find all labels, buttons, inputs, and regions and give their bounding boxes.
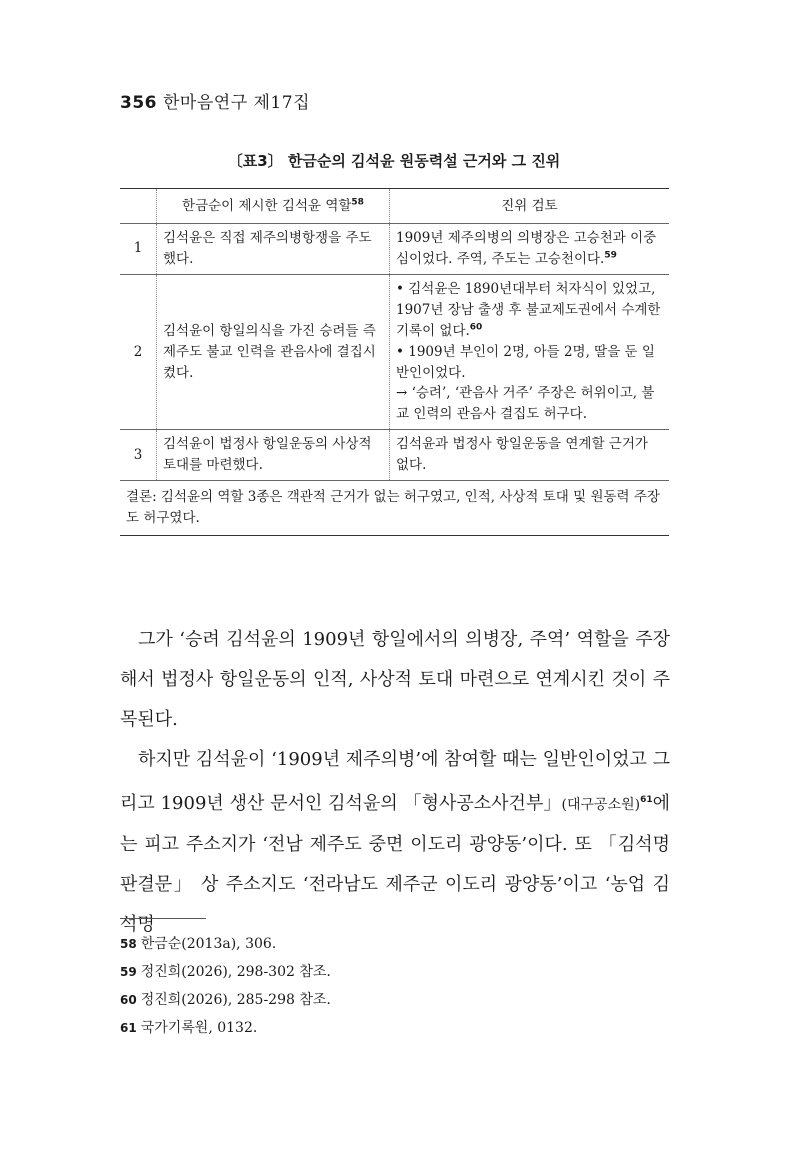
table-row [120, 274, 669, 429]
paragraph-text: 하지만 김석윤이 ‘1909년 제주의병’에 참여할 때는 일반인이었고 그리고 1909년 생산 문서인 김석윤의 「형사공소사건부」 [120, 749, 671, 814]
footnote-ref: 59 [604, 250, 617, 261]
review-cell: 김석윤과 법정사 항일운동을 연계할 근거가 없다. [390, 430, 670, 481]
footnotes [120, 930, 670, 1042]
header-claim-label: 한금순이 제시한 김석윤 역할 [182, 197, 352, 214]
running-header [120, 88, 310, 113]
footnote-ref: 61 [640, 795, 653, 805]
paragraph-text: 에는 피고 주소지가 ‘전남 제주도 중면 이도리 광양동’이다. 또 「김석명 판결문」 상 주소지도 ‘전라남도 제주군 이도리 광양동’이고 ‘농업 김석명 [120, 793, 670, 935]
footnote-ref: 60 [469, 322, 483, 333]
footnote-divider [120, 918, 206, 919]
review-cell [390, 274, 670, 429]
claim-cell: 김석윤이 법정사 항일운동의 사상적 토대를 마련했다. [157, 430, 390, 481]
row-number: 3 [120, 430, 157, 481]
footnote-text: 한금순(2013a), 306. [140, 936, 277, 952]
row-number: 1 [120, 224, 157, 275]
review-bullet [396, 279, 663, 342]
table-header-row [120, 189, 669, 224]
footnote-number: 60 [120, 993, 137, 1007]
footnote [120, 930, 670, 958]
paragraph [120, 740, 670, 945]
footnote-number: 61 [120, 1021, 137, 1035]
claim-cell: 김석윤이 항일의식을 가진 승려들 즉 제주도 불교 인력을 관음사에 결집시켰다. [157, 274, 390, 429]
evidence-table [120, 188, 669, 536]
footnote-text: 국가기록원, 0132. [140, 1020, 258, 1036]
table-conclusion-row [120, 481, 669, 536]
footnote-number: 59 [120, 965, 137, 979]
review-cell [390, 224, 670, 275]
conclusion-cell: 결론: 김석윤의 역할 3종은 객관적 근거가 없는 허구였고, 인적, 사상적 토대 및 원동력 주장도 허구였다. [120, 481, 669, 536]
table-row [120, 430, 669, 481]
row-number: 2 [120, 274, 157, 429]
review-bullet: • 1909년 부인이 2명, 아들 2명, 딸을 둔 일반인이었다. [396, 343, 655, 381]
journal-title: 한마음연구 제17집 [163, 93, 310, 113]
paragraph: 그가 ‘승려 김석윤의 1909년 항일에서의 의병장, 주역’ 역할을 주장해서 법정사 항일운동의 인적, 사상적 토대 마련으로 연계시킨 것이 주목된다. [120, 629, 670, 730]
court-name: (대구공소원) [561, 797, 641, 813]
footnote [120, 986, 670, 1014]
footnote-ref: 58 [351, 197, 364, 208]
review-text: • 김석윤은 1890년대부터 처자식이 있었고, 1907년 장남 출생 후 불교제도권에서 수계한 기록이 없다. [396, 280, 661, 339]
table-row [120, 224, 669, 275]
review-conclusion: → ‘승려’, ‘관음사 거주’ 주장은 허위이고, 불교 인력의 관음사 결집도 허구다. [396, 385, 655, 423]
footnote [120, 1014, 670, 1042]
header-review-cell: 진위 검토 [390, 189, 670, 224]
review-text: 1909년 제주의병의 의병장은 고승천과 이중심이었다. 주역, 주도는 고승천이다. [396, 230, 657, 267]
table-caption: 〔표3〕 한금순의 김석윤 원동력설 근거와 그 진위 [227, 152, 561, 170]
body-text [120, 620, 670, 945]
page-number: 356 [120, 93, 157, 113]
header-num-cell [120, 189, 157, 224]
footnote-number: 58 [120, 937, 137, 951]
header-claim-cell [157, 189, 390, 224]
footnote [120, 958, 670, 986]
claim-cell: 김석윤은 직접 제주의병항쟁을 주도했다. [157, 224, 390, 275]
footnote-text: 정진희(2026), 285-298 참조. [140, 992, 331, 1008]
footnote-text: 정진희(2026), 298-302 참조. [140, 964, 331, 980]
